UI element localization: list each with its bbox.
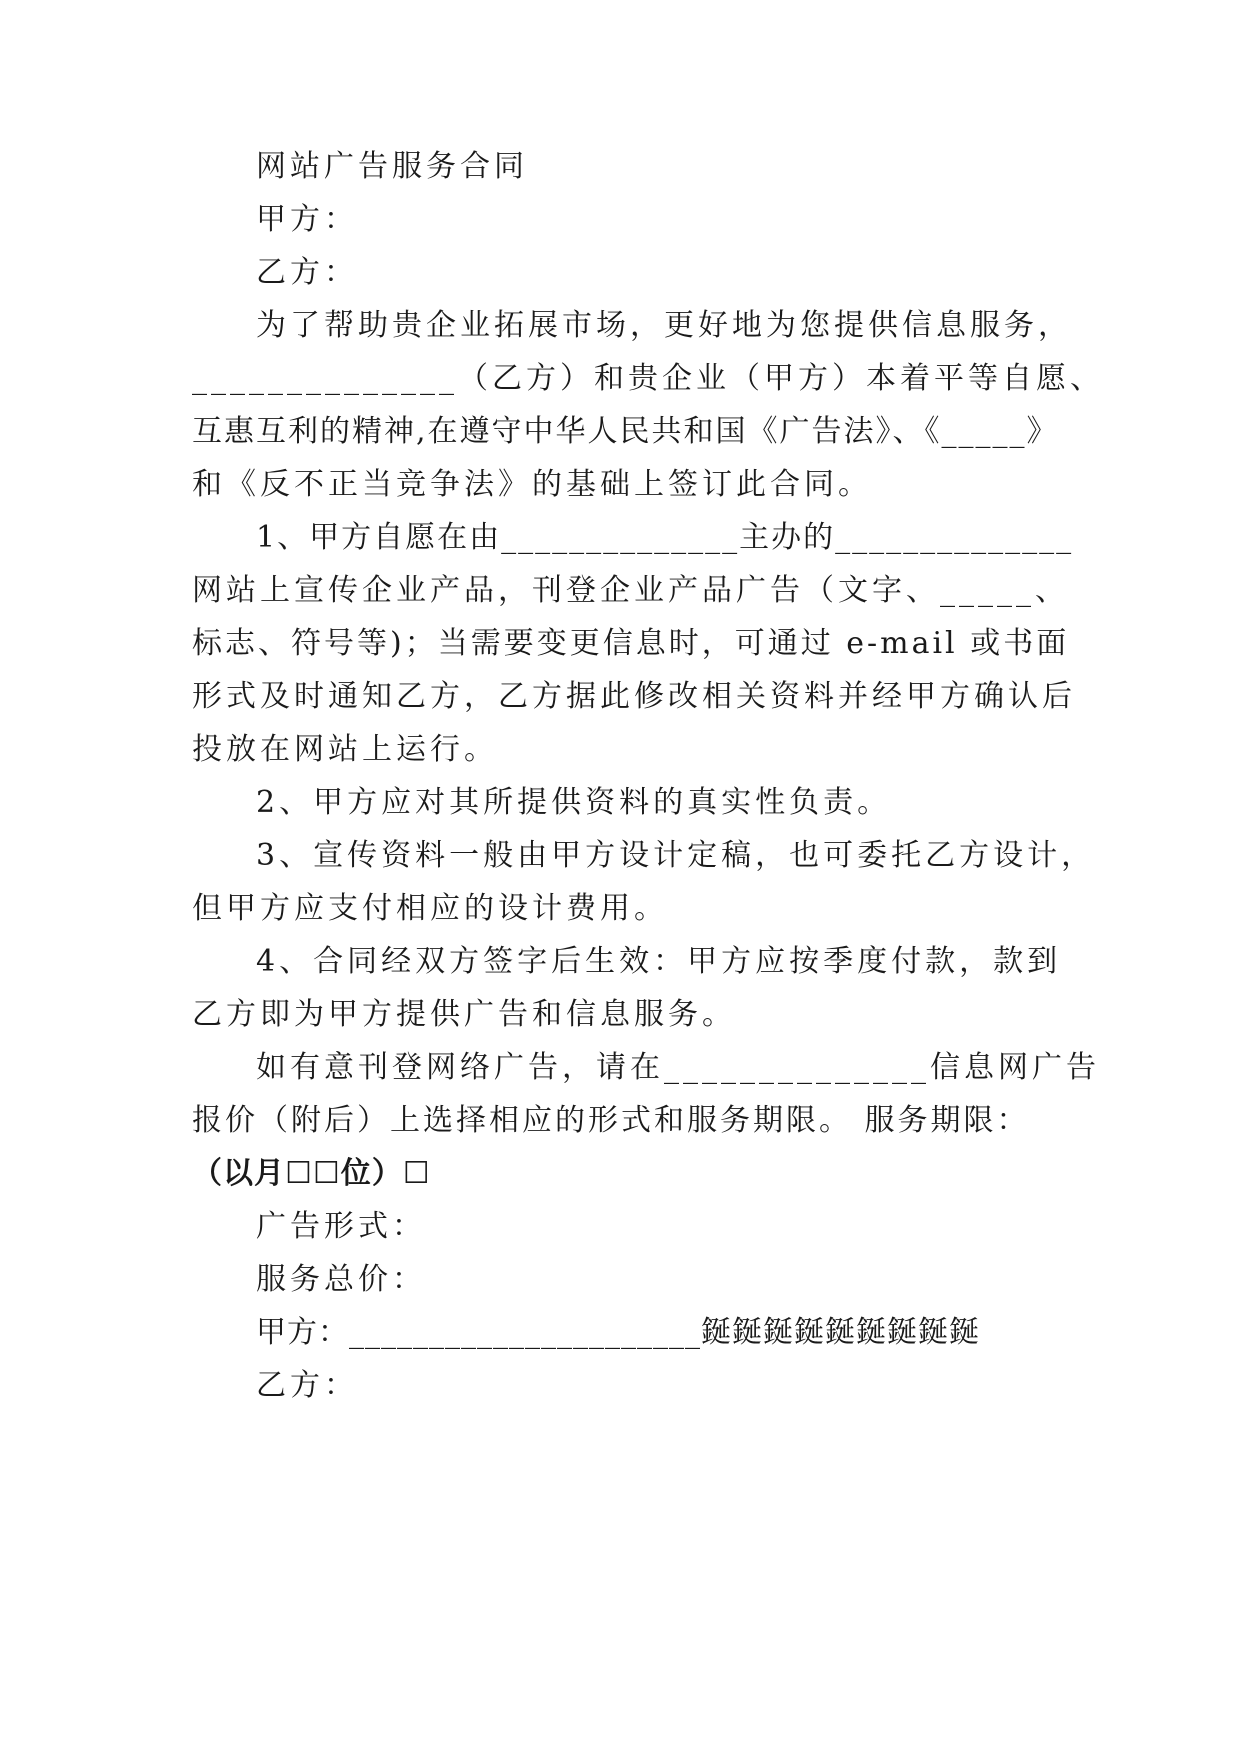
preamble-line: 和《反不正当竞争法》的基础上签订此合同。	[192, 467, 872, 502]
ad-note-line: 如有意刊登网络广告，请在______________信息网广告	[256, 1050, 1100, 1085]
clause-4-line: 4、合同经双方签字后生效：甲方应按季度付款，款到	[256, 944, 1062, 979]
clause-1-line: 网站上宣传企业产品，刊登企业产品广告（文字、_____、	[192, 573, 1069, 608]
clause-1-line: 1、甲方自愿在由______________主办的______________	[256, 520, 1074, 555]
document-title: 网站广告服务合同	[256, 149, 528, 184]
clause-3-line: 但甲方应支付相应的设计费用。	[192, 891, 668, 926]
ad-form-label: 广告形式：	[256, 1209, 426, 1244]
preamble-line: ______________（乙方）和贵企业（甲方）本着平等自愿、	[192, 361, 1104, 396]
clause-3-line: 3、宣传资料一般由甲方设计定稿，也可委托乙方设计，	[256, 838, 1096, 873]
party-a-signature-line: 甲方：______________________鋋鋋鋋鋋鋋鋋鋋鋋鋋	[256, 1315, 980, 1350]
preamble-line: 互惠互利的精神,在遵守中华人民共和国《广告法》、《_____》	[192, 414, 1059, 449]
clause-4-line: 乙方即为甲方提供广告和信息服务。	[192, 997, 736, 1032]
clause-1-line: 标志、符号等)；当需要变更信息时，可通过 e-mail 或书面	[192, 626, 1070, 661]
total-price-label: 服务总价：	[256, 1262, 426, 1297]
clause-1-line: 投放在网站上运行。	[192, 732, 498, 767]
preamble-line: 为了帮助贵企业拓展市场，更好地为您提供信息服务，	[256, 308, 1072, 343]
clause-2: 2、甲方应对其所提供资料的真实性负责。	[256, 785, 892, 820]
party-b-label: 乙方：	[256, 255, 358, 290]
party-a-label: 甲方：	[256, 202, 358, 237]
service-period-unit: （以月☐☐位）☐	[192, 1156, 431, 1191]
clause-1-line: 形式及时通知乙方，乙方据此修改相关资料并经甲方确认后	[192, 679, 1076, 714]
party-b-signature-line: 乙方：	[256, 1368, 358, 1403]
ad-note-line: 报价（附后）上选择相应的形式和服务期限。 服务期限：	[192, 1103, 1030, 1138]
